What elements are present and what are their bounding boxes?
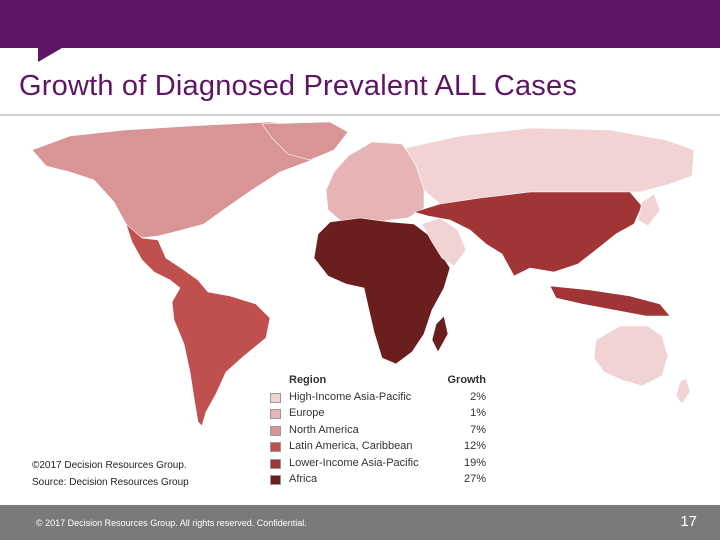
region-new-zealand [676,378,690,404]
region-africa [314,218,450,364]
legend-swatch [270,409,281,419]
legend-region-header: Region [289,374,327,386]
slide-title: Growth of Diagnosed Prevalent ALL Cases [19,70,578,102]
legend-label: Africa [289,472,318,485]
region-madagascar [432,316,448,352]
legend-value: 7% [470,423,486,436]
legend-row-north-america [270,423,492,439]
region-australia [594,326,668,386]
legend-label: Lower-Income Asia-Pacific [289,456,419,469]
banner-notch [38,48,62,62]
legend-label: High-Income Asia-Pacific [289,391,412,403]
map-copyright: ©2017 Decision Resources Group. [32,460,187,471]
legend-row-latin-america [270,439,492,455]
legend-swatch [270,426,281,436]
title-divider [0,114,720,116]
legend-swatch [270,442,281,452]
legend-swatch [270,393,281,403]
legend-value: 1% [470,407,486,420]
legend-label: North America [289,423,359,436]
legend-row-europe [270,406,492,422]
legend-row-high-income-asia-pacific [270,390,492,406]
legend-label: Europe [289,407,325,420]
top-banner [0,0,720,48]
legend-value: 12% [463,440,486,453]
region-se-asia-islands [550,286,670,316]
legend-value: 2% [470,391,486,403]
map-source: Source: Decision Resources Group [32,477,189,488]
footer-copyright: © 2017 Decision Resources Group. All rights reserved. Confidential. [36,518,307,528]
footer-bar [0,505,720,540]
legend-label: Latin America, Caribbean [289,440,413,453]
page-number: 17 [680,513,697,530]
region-japan [638,194,660,226]
legend-growth-header: Growth [447,374,486,386]
region-latin-america [126,224,270,426]
legend-value: 19% [463,456,486,469]
legend-row-africa [270,472,492,488]
legend-value: 27% [463,472,486,485]
legend-row-lower-income-asia-pacific [270,456,492,472]
map-legend [270,374,492,488]
legend-swatch [270,475,281,485]
legend-swatch [270,459,281,469]
legend-header [270,374,492,390]
